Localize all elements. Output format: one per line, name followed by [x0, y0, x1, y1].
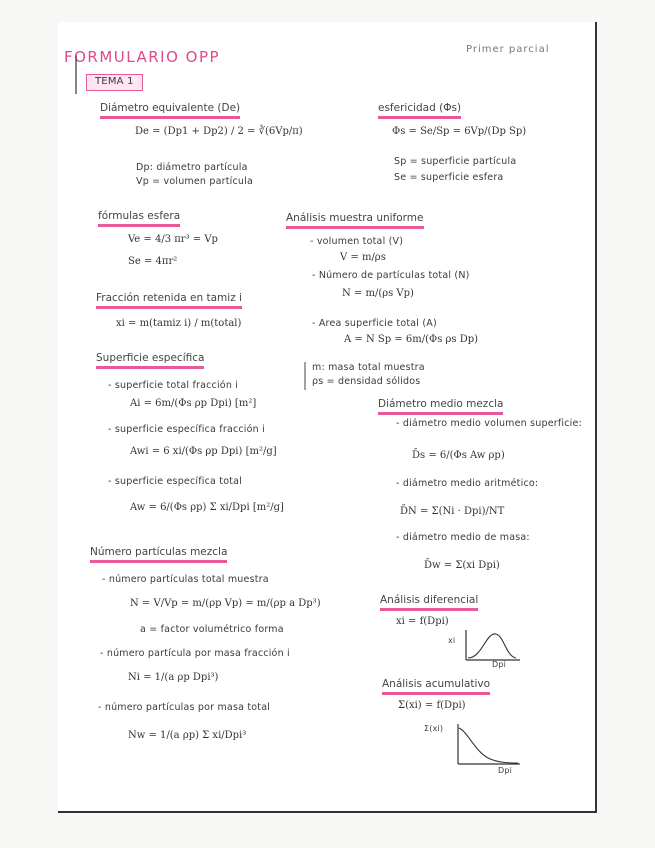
page-title: FORMULARIO OPP	[64, 48, 221, 66]
formula-superficie-esfera: Se = 4πr²	[128, 256, 178, 267]
formula-fraccion-retenida: xi = m(tamiz i) / m(total)	[116, 318, 242, 329]
item-superficie-especifica-total: - superficie específica total	[108, 476, 243, 487]
formula-superficie-especifica-fraccion: Awi = 6 xi/(Φs ρp Dpi) [m²/g]	[130, 446, 277, 457]
section-title-analisis-muestra: Análisis muestra uniforme	[286, 212, 424, 229]
formula-volumen-total: V = m/ρs	[340, 252, 386, 263]
note-factor-volumetrico: a = factor volumétrico forma	[140, 624, 284, 635]
formula-numero-masa-total: Nw = 1/(a ρp) Σ xi/Dpi³	[128, 730, 247, 741]
formula-diametro-medio-aritmetico: D̄N = Σ(Ni · Dpi)/NT	[400, 506, 505, 517]
left-margin-bracket	[72, 56, 82, 96]
item-numero-total-muestra: - número partículas total muestra	[102, 574, 269, 585]
item-volumen-total: - volumen total (V)	[310, 236, 404, 247]
item-numero-particulas: - Número de partículas total (N)	[312, 270, 470, 281]
note-densidad-solidos: ρs = densidad sólidos	[312, 376, 421, 387]
section-title-fraccion-retenida: Fracción retenida en tamiz i	[96, 292, 242, 309]
formula-analisis-acumulativo: Σ(xi) = f(Dpi)	[398, 700, 466, 711]
section-title-analisis-diferencial: Análisis diferencial	[380, 594, 478, 611]
formula-superficie-especifica-total: Aw = 6/(Φs ρp) Σ xi/Dpi [m²/g]	[130, 502, 284, 513]
item-area-superficie: - Area superficie total (A)	[312, 318, 437, 329]
item-diametro-medio-volumen: - diámetro medio volumen superficie:	[396, 418, 582, 429]
formula-analisis-diferencial: xi = f(Dpi)	[396, 616, 449, 627]
item-numero-masa-fraccion: - número partícula por masa fracción i	[100, 648, 290, 659]
formula-diametro-medio-masa: D̄w = Σ(xi Dpi)	[424, 560, 500, 571]
section-title-esfericidad: esfericidad (Φs)	[378, 102, 461, 119]
page-subtitle: Primer parcial	[466, 44, 550, 55]
plot-acumulativo	[454, 722, 524, 772]
note-sp: Sp = superficie partícula	[394, 156, 517, 167]
section-title-diametro-medio: Diámetro medio mezcla	[378, 398, 503, 415]
formula-volumen-esfera: Ve = 4/3 πr³ = Vp	[128, 234, 218, 245]
item-diametro-medio-aritmetico: - diámetro medio aritmético:	[396, 478, 539, 489]
plot-diferencial-xlabel: Dpi	[492, 660, 507, 669]
note-vp: Vp = volumen partícula	[136, 176, 253, 187]
plot-acumulativo-xlabel: Dpi	[498, 766, 513, 775]
plot-acumulativo-ylabel: Σ(xi)	[424, 724, 444, 733]
formula-numero-masa-fraccion: Ni = 1/(a ρp Dpi³)	[128, 672, 219, 683]
formula-numero-total-muestra: N = V/Vp = m/(ρp Vp) = m/(ρp a Dp³)	[130, 598, 321, 609]
note-dp: Dp: diámetro partícula	[136, 162, 248, 173]
formula-superficie-total-fraccion: Ai = 6m/(Φs ρp Dpi) [m²]	[130, 398, 257, 409]
section-title-analisis-acumulativo: Análisis acumulativo	[382, 678, 490, 695]
plot-diferencial-ylabel: xi	[448, 636, 456, 645]
item-numero-masa-total: - número partículas por masa total	[98, 702, 271, 713]
formula-area-superficie: A = N Sp = 6m/(Φs ρs Dp)	[344, 334, 479, 345]
tema-label: TEMA 1	[86, 74, 143, 91]
formula-diametro-medio-volumen: D̄s = 6/(Φs Aw ρp)	[412, 450, 505, 461]
note-masa-total: m: masa total muestra	[312, 362, 425, 373]
section-title-superficie-especifica: Superficie específica	[96, 352, 204, 369]
formula-esfericidad: Φs = Se/Sp = 6Vp/(Dp Sp)	[392, 126, 527, 137]
note-se: Se = superficie esfera	[394, 172, 504, 183]
item-superficie-especifica-fraccion: - superficie específica fracción i	[108, 424, 265, 435]
section-title-diametro-equivalente: Diámetro equivalente (De)	[100, 102, 240, 119]
section-title-formulas-esfera: fórmulas esfera	[98, 210, 180, 227]
formula-diametro-equivalente: De = (Dp1 + Dp2) / 2 = ∛(6Vp/π)	[135, 126, 303, 137]
formula-numero-particulas: N = m/(ρs Vp)	[342, 288, 414, 299]
section-title-numero-particulas: Número partículas mezcla	[90, 546, 227, 563]
note-bracket	[302, 362, 310, 392]
item-superficie-total-fraccion: - superficie total fracción i	[108, 380, 239, 391]
item-diametro-medio-masa: - diámetro medio de masa:	[396, 532, 530, 543]
